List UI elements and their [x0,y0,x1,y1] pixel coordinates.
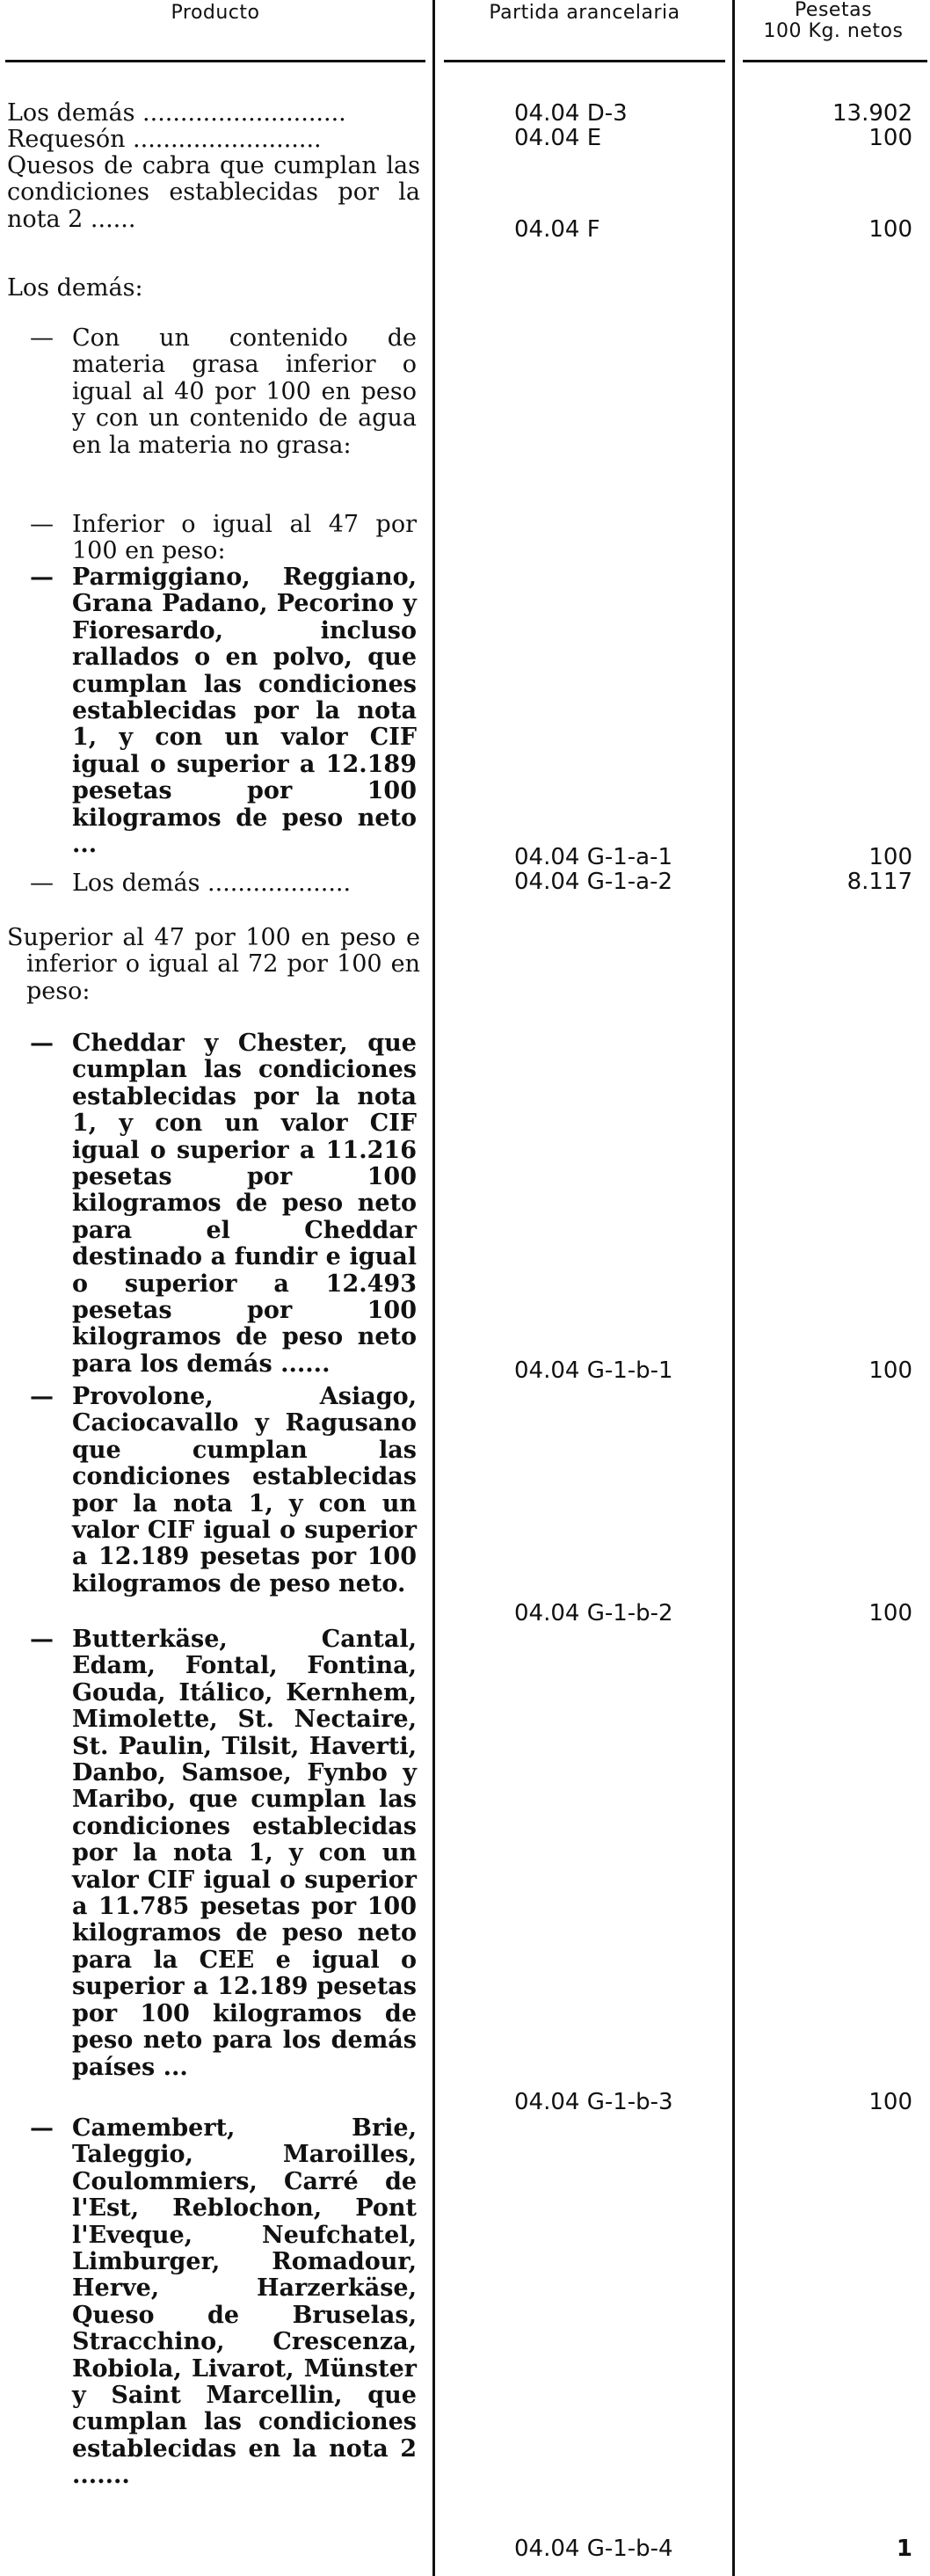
dash-marker: — [30,1030,54,1057]
header-producto: Producto [171,2,260,24]
header-rule-producto [5,60,425,62]
heading-los-demas: Los demás: [7,274,143,302]
item-los-demas-g1a2 [30,870,417,897]
item-camembert [30,2115,417,2490]
header-rule-partida [444,60,725,62]
value-e: 100 [868,125,912,151]
value-g-1-b-3: 100 [868,2089,912,2115]
item-text: Butterkäse, Cantal, Edam, Fontal, Fontina, Gouda, Itálico, Kernhem, Mimolette, St. Nectaire, St. Paulin, Tilsit, Haverti, Danbo, Samsoe, Fynbo y Maribo, que cumplan las condiciones establecidas por la nota 1, y con un valor CIF igual o superior a 11.785 pesetas por 100 kilogramos de peso neto para la CEE e igual o superior a 12.189 pesetas por 100 kilogramos de peso neto para los demás países ... [72,1626,417,2081]
tariff-code-g-1-b-2: 04.04 G-1-b-2 [514,1600,673,1626]
tariff-code-f: 04.04 F [514,216,600,243]
column-divider-1 [432,0,435,2576]
item-provolone [30,1384,417,1597]
product-quesos-de-cabra: Quesos de cabra que cumplan las condiciones establecidas por la nota 2 ...... [7,152,420,233]
item-inferior-47 [30,512,417,565]
item-text: Inferior o igual al 47 por 100 en peso: [72,511,417,565]
tariff-code-g-1-a-2: 04.04 G-1-a-2 [514,869,673,895]
dash-marker: — [30,870,54,897]
product-los-demas-d3: Los demás ........................... [7,99,346,127]
header-pesetas-line1: Pesetas [794,0,873,21]
value-g-1-a-2: 8.117 [846,869,912,895]
value-g-1-b-2: 100 [868,1600,912,1626]
tariff-code-g-1-a-1: 04.04 G-1-a-1 [514,844,673,870]
dash-marker: — [30,1383,54,1410]
tariff-code-e: 04.04 E [514,125,602,151]
header-partida-arancelaria: Partida arancelaria [489,2,680,24]
value-f: 100 [868,216,912,243]
header-rule-pesetas [743,60,927,62]
dash-marker: — [30,1626,54,1653]
dash-marker: — [30,511,54,538]
value-g-1-b-1: 100 [868,1357,912,1384]
dash-marker: — [30,2114,54,2142]
tariff-code-g-1-b-3: 04.04 G-1-b-3 [514,2089,673,2115]
item-parmiggiano [30,564,417,858]
dash-marker: — [30,564,54,591]
item-cheddar-chester [30,1030,417,1378]
header-pesetas [737,0,930,42]
product-requeson: Requesón ......................... [7,126,322,153]
item-text: Con un contenido de materia grasa inferior o igual al 40 por 100 en peso y con un contenido de agua en la materia no grasa: [72,324,417,459]
item-text: Los demás ................... [72,870,352,897]
item-text: Camembert, Brie, Taleggio, Maroilles, Coulommiers, Carré de l'Est, Reblochon, Pont l'Eveque, Neufchatel, Limburger, Romadour, Herve, Harzerkäse, Queso de Bruselas, Stracchino, Crescenza, Robiola, Livarot, Münster y Saint Marcellin, que cumplan las condiciones establecidas en la nota 2 ....... [72,2114,417,2490]
value-g-1-b-4: 1 [896,2536,912,2562]
item-text: Provolone, Asiago, Caciocavallo y Ragusano que cumplan las condiciones establecidas por la nota 1, y con un valor CIF igual o superior a 12.189 pesetas por 100 kilogramos de peso neto. [72,1383,417,1597]
value-g-1-a-1: 100 [868,844,912,870]
item-text: Cheddar y Chester, que cumplan las condiciones establecidas por la nota 1, y con un valor CIF igual o superior a 11.216 pesetas por 100 kilogramos de peso neto para el Cheddar destinado a fundir e igual o superior a 12.493 pesetas por 100 kilogramos de peso neto para los demás ...... [72,1030,417,1378]
column-divider-2 [732,0,735,2576]
value-d3: 13.902 [832,100,912,127]
header-pesetas-line2: 100 Kg. netos [763,20,904,42]
item-butterkase [30,1626,417,2081]
heading-superior-47: Superior al 47 por 100 en peso e inferior o igual al 72 por 100 en peso: [7,924,420,1005]
tariff-code-d3: 04.04 D-3 [514,100,628,127]
item-contenido-materia-grasa [30,325,417,459]
tariff-code-g-1-b-1: 04.04 G-1-b-1 [514,1357,673,1384]
dash-marker: — [30,324,54,352]
tariff-code-g-1-b-4: 04.04 G-1-b-4 [514,2536,673,2562]
item-text: Parmiggiano, Reggiano, Grana Padano, Pecorino y Fioresardo, incluso rallados o en polvo, que cumplan las condiciones establecidas por la nota 1, y con un valor CIF igual o superior a 12.189 pesetas por 100 kilogramos de peso neto ... [72,564,417,859]
